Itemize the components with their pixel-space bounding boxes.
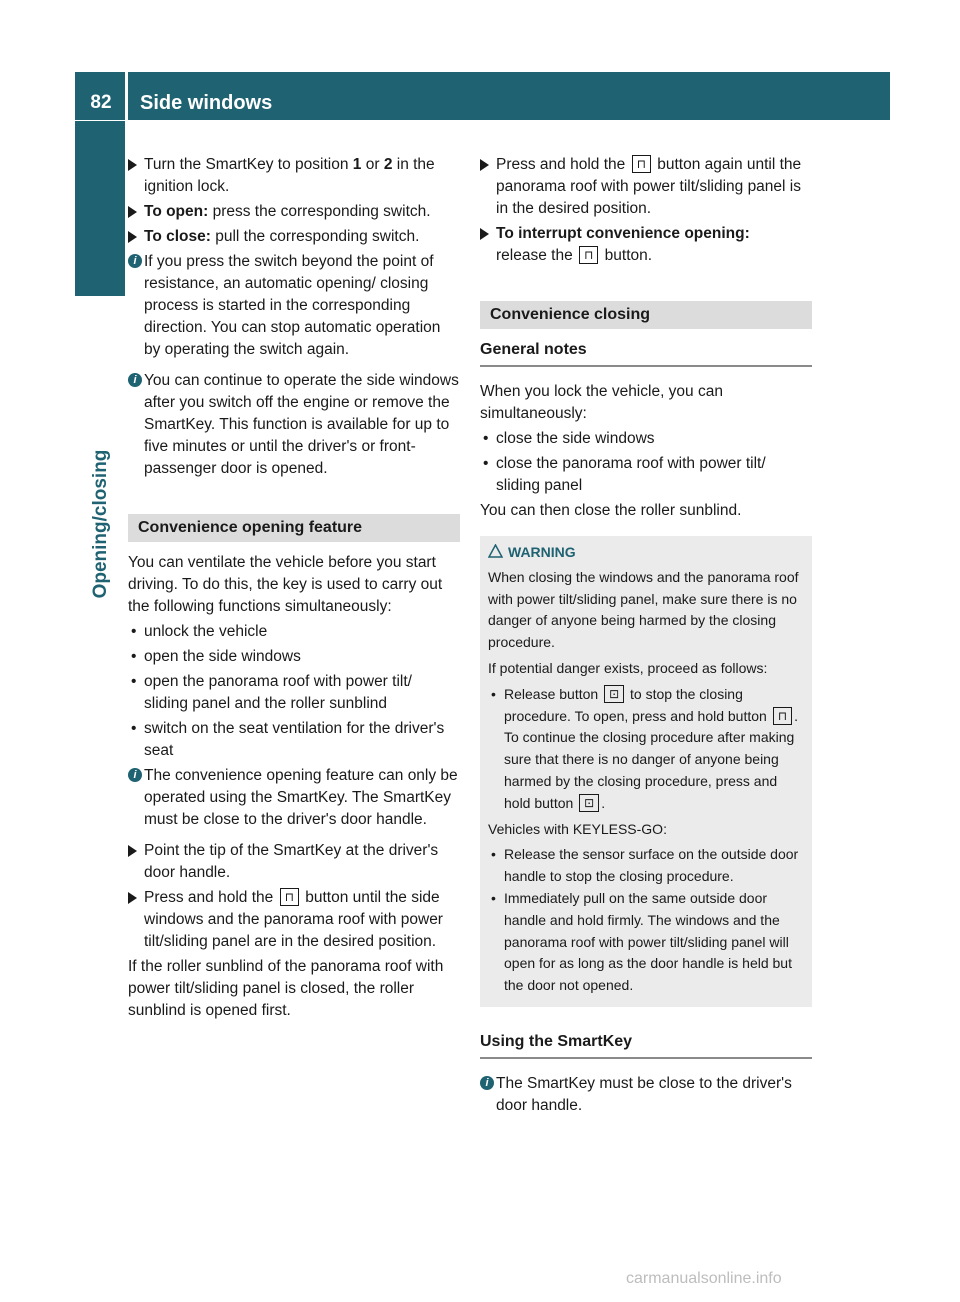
unlock-key-icon: ⊓ xyxy=(632,155,651,173)
warning-list-item: • Release the sensor surface on the outside door handle to stop the closing procedure. xyxy=(491,846,799,885)
info-note-auto-operation: i If you press the switch beyond the point of resistance, an automatic opening/ closing process is started in the corresponding direction. You can stop automatic operation by operating the switch again. xyxy=(128,251,460,361)
warning-list-item: • Immediately pull on the same outside door handle and hold firmly. The windows and the panorama roof with power tilt/sliding panel will open for as long as the door handle is held but the door not opened. xyxy=(491,889,792,994)
lock-key-icon: ⊡ xyxy=(579,794,599,812)
warning-paragraph: If potential danger exists, proceed as follows: xyxy=(488,659,768,676)
step-to-open: To open: press the corresponding switch. xyxy=(128,201,460,223)
step-arrow-icon xyxy=(480,228,489,240)
list-item: • close the panorama roof with power tilt/ sliding panel xyxy=(483,455,766,494)
step-arrow-icon xyxy=(128,845,137,857)
lock-key-icon: ⊡ xyxy=(604,685,624,703)
closing-intro: When you lock the vehicle, you can simultaneously: xyxy=(480,383,723,422)
warning-triangle-icon xyxy=(488,544,503,558)
watermark: carmanualsonline.info xyxy=(626,1270,782,1287)
list-item: • open the side windows xyxy=(131,648,301,665)
section-side-label: Opening/closing xyxy=(90,449,111,599)
step-to-close: To close: pull the corresponding switch. xyxy=(128,226,460,248)
unlock-key-icon: ⊓ xyxy=(773,707,792,725)
step-arrow-icon xyxy=(128,231,137,243)
warning-box xyxy=(480,536,812,1007)
step-press-hold-again: Press and hold the ⊓ button again until the panorama roof with power tilt/sliding panel is in the desired position. xyxy=(480,154,812,220)
roller-sunblind-note: If the roller sunblind of the panorama roof with power tilt/sliding panel is closed, the roller sunblind is opened first. xyxy=(128,958,444,1019)
convenience-opening-list xyxy=(128,621,460,762)
info-note-smartkey-only: i The convenience opening feature can only be operated using the SmartKey. The SmartKey must be close to the driver's door handle. xyxy=(128,765,460,831)
convenience-opening-intro: You can ventilate the vehicle before you start driving. To do this, the key is used to carry out the following functions simultaneously: xyxy=(128,554,443,615)
info-note-smartkey-close: i The SmartKey must be close to the driver's door handle. xyxy=(480,1073,812,1117)
unlock-key-icon: ⊓ xyxy=(280,888,299,906)
step-arrow-icon xyxy=(128,892,137,904)
page-title: Side windows xyxy=(140,92,273,114)
warning-list-item: • Release button ⊡ to stop the closing procedure. To open, press and hold button ⊓ . To continue the closing procedure after making sure that there is no danger of anyone being harmed by the closing procedure, press and hold button ⊡ . xyxy=(491,685,798,811)
step-interrupt-opening: To interrupt convenience opening: release the ⊓ button. xyxy=(480,223,812,267)
warning-title: WARNING xyxy=(488,542,804,564)
warning-paragraph: Vehicles with KEYLESS-GO: xyxy=(488,820,667,837)
section-heading-convenience-opening: Convenience opening feature xyxy=(128,514,460,542)
step-turn-smartkey: Turn the SmartKey to position 1 or 2 in the ignition lock. xyxy=(128,154,460,198)
header-divider xyxy=(125,72,128,120)
page-number: 82 xyxy=(90,92,112,113)
right-column xyxy=(480,154,812,1126)
subheading-using-smartkey: Using the SmartKey xyxy=(480,1031,812,1059)
step-arrow-icon xyxy=(480,159,489,171)
info-icon: i xyxy=(128,768,142,782)
warning-paragraph: When closing the windows and the panorama roof with power tilt/sliding panel, make sure there is no danger of anyone being harmed by the closing procedure. xyxy=(488,568,799,651)
list-item: • unlock the vehicle xyxy=(131,623,268,640)
list-item: • open the panorama roof with power tilt/ sliding panel and the roller sunblind xyxy=(131,673,412,712)
info-icon: i xyxy=(480,1076,494,1090)
info-icon: i xyxy=(128,254,142,268)
subheading-general-notes: General notes xyxy=(480,339,812,367)
info-icon: i xyxy=(128,373,142,387)
step-press-hold-unlock: Press and hold the ⊓ button until the side windows and the panorama roof with power tilt/sliding panel are in the desired position. xyxy=(128,887,460,953)
closing-after-note: You can then close the roller sunblind. xyxy=(480,502,742,519)
side-tab-marker xyxy=(75,121,125,296)
unlock-key-icon: ⊓ xyxy=(579,246,598,264)
list-item: • close the side windows xyxy=(483,430,655,447)
step-arrow-icon xyxy=(128,206,137,218)
closing-list xyxy=(480,428,812,497)
left-column xyxy=(128,154,460,1025)
list-item: • switch on the seat ventilation for the driver's seat xyxy=(131,720,445,759)
section-heading-convenience-closing: Convenience closing xyxy=(480,301,812,329)
step-point-smartkey: Point the tip of the SmartKey at the driver's door handle. xyxy=(128,840,460,884)
info-note-after-engine-off: i You can continue to operate the side windows after you switch off the engine or remove the SmartKey. This function is available for up to five minutes or until the driver's or front-passenger door is opened. xyxy=(128,370,460,480)
step-arrow-icon xyxy=(128,159,137,171)
